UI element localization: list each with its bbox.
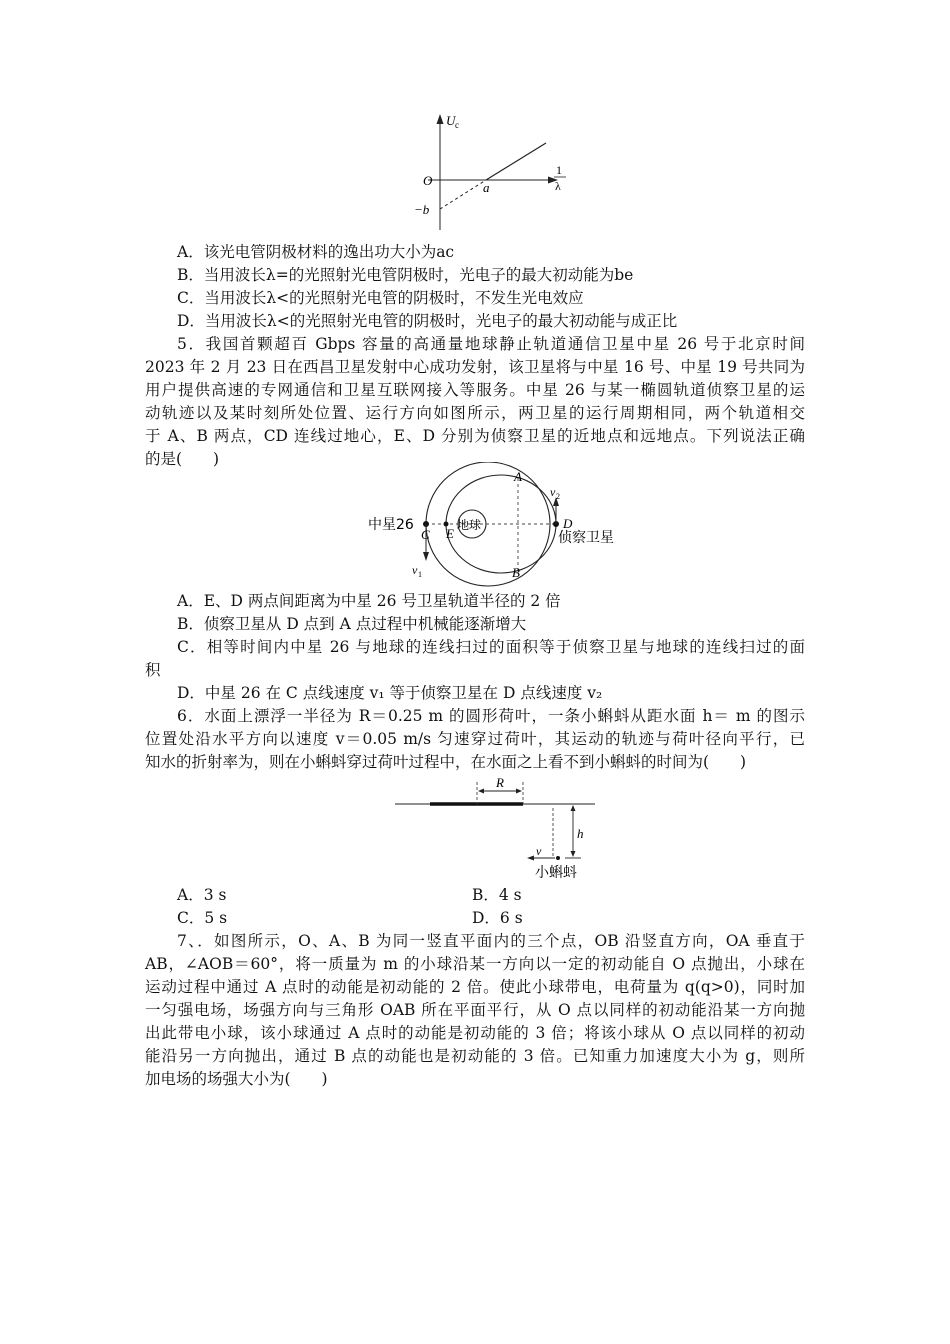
q6-option-a: A．3 s bbox=[177, 886, 227, 904]
q6-stem-line-1: 6．水面上漂浮一半径为 R＝0.25 m 的圆形荷叶，一条小蝌蚪从距水面 h＝ m 的图示 bbox=[177, 707, 805, 725]
v1-subscript: 1 bbox=[418, 570, 422, 579]
q7-stem-line-1: 7、．如图所示，O、A、B 为同一竖直平面内的三个点，OB 沿竖直方向，OA 垂直于 bbox=[177, 932, 805, 950]
q5-option-d: D．中星 26 在 C 点线速度 v₁ 等于侦察卫星在 D 点线速度 v₂ bbox=[177, 684, 603, 702]
q6-option-c: C．5 s bbox=[177, 909, 228, 927]
y-axis-label: U bbox=[446, 113, 456, 128]
v2-subscript: 2 bbox=[556, 492, 560, 501]
point-d-label: D bbox=[563, 516, 573, 531]
q5-stem-line-3: 用户提供高速的专网通信和卫星互联网接入等服务。中星 26 与某一椭圆轨道侦察卫星的运 bbox=[145, 381, 805, 399]
q4-option-c: C．当用波长λ<的光照射光电管的阴极时，不发生光电效应 bbox=[177, 289, 584, 307]
depth-label: h bbox=[577, 826, 584, 841]
point-b-label: B bbox=[512, 565, 520, 580]
q6-option-b: B．4 s bbox=[472, 886, 522, 904]
velocity-label: v bbox=[536, 844, 542, 858]
lotus-leaf-diagram bbox=[395, 772, 595, 884]
q5-option-c: C．相等时间内中星 26 与地球的连线扫过的面积等于侦察卫星与地球的连线扫过的面 bbox=[177, 638, 805, 656]
y-axis-subscript: c bbox=[455, 120, 459, 130]
q5-option-c-cont: 积 bbox=[145, 661, 161, 679]
v1-label: v bbox=[412, 563, 418, 577]
point-c-label: C bbox=[421, 527, 430, 542]
point-a-label: a bbox=[483, 180, 490, 195]
q5-stem-line-4: 动轨迹以及某时刻所处位置、运行方向如图所示，两卫星的运行周期相同，两个轨道相交 bbox=[145, 404, 805, 422]
scout-satellite-label: 侦察卫星 bbox=[558, 530, 614, 546]
v2-label: v bbox=[550, 485, 556, 499]
earth-label: 地球 bbox=[457, 518, 482, 532]
q7-stem-line-2: AB，∠AOB＝60°，将一质量为 m 的小球沿某一方向以一定的初动能自 O 点抛出，小球在 bbox=[145, 955, 805, 973]
q5-stem-line-1: 5．我国首颗超百 Gbps 容量的高通量地球静止轨道通信卫星中星 26 号于北京时间 bbox=[177, 335, 805, 353]
q4-option-d: D．当用波长λ<的光照射光电管的阴极时，光电子的最大初动能与成正比 bbox=[177, 312, 678, 330]
zhongxing26-label: 中星26 bbox=[368, 517, 414, 533]
q7-stem-line-5: 出此带电小球，该小球通过 A 点时的动能是初动能的 3 倍；将该小球从 O 点以同样的初动 bbox=[145, 1024, 805, 1042]
q6-option-d: D．6 s bbox=[472, 909, 523, 927]
point-e-label: E bbox=[446, 526, 454, 541]
q6-stem-line-2: 位置处沿水平方向以速度 v＝0.05 m/s 匀速穿过荷叶，其运动的轨迹与荷叶径向平行，已 bbox=[145, 730, 805, 748]
orbit-diagram bbox=[360, 462, 630, 587]
q5-stem-line-6: 的是( ) bbox=[145, 450, 220, 468]
point-b-label: −b bbox=[414, 202, 430, 217]
radius-label: R bbox=[496, 775, 504, 790]
q4-option-b: B．当用波长λ=的光照射光电管阴极时，光电子的最大初动能为be bbox=[177, 266, 634, 284]
q4-option-a: A．该光电管阴极材料的逸出功大小为ac bbox=[177, 243, 455, 261]
q5-stem-line-5: 于 A、B 两点，CD 连线过地心，E、D 分别为侦察卫星的近地点和远地点。下列说法正确 bbox=[145, 427, 805, 445]
point-a-label: A bbox=[514, 469, 522, 484]
q7-stem-line-6: 能沿另一方向抛出，通过 B 点的动能也是初动能的 3 倍。已知重力加速度大小为 g，则所 bbox=[145, 1047, 805, 1065]
x-axis-numerator: 1 bbox=[556, 163, 562, 177]
q7-stem-line-3: 运动过程中通过 A 点时的动能是初动能的 2 倍。使此小球带电，电荷量为 q(q>0)，同时加 bbox=[145, 978, 805, 996]
tadpole-label: 小蝌蚪 bbox=[535, 865, 577, 881]
q7-stem-line-7: 加电场的场强大小为( ) bbox=[145, 1070, 328, 1088]
q6-stem-line-3: 知水的折射率为，则在小蝌蚪穿过荷叶过程中，在水面之上看不到小蝌蚪的时间为( ) bbox=[145, 753, 747, 771]
uc-lambda-graph bbox=[410, 110, 580, 240]
x-axis-denominator: λ bbox=[555, 179, 561, 193]
q5-option-a: A．E、D 两点间距离为中星 26 号卫星轨道半径的 2 倍 bbox=[177, 592, 561, 610]
q5-option-b: B．侦察卫星从 D 点到 A 点过程中机械能逐渐增大 bbox=[177, 615, 527, 633]
q5-stem-line-2: 2023 年 2 月 23 日在西昌卫星发射中心成功发射，该卫星将与中星 16 号、中星 19 号共同为 bbox=[145, 358, 805, 376]
q7-stem-line-4: 一匀强电场，场强方向与三角形 OAB 所在平面平行，从 O 点以同样的初动能沿某一方向抛 bbox=[145, 1001, 805, 1019]
origin-label: O bbox=[423, 173, 433, 188]
